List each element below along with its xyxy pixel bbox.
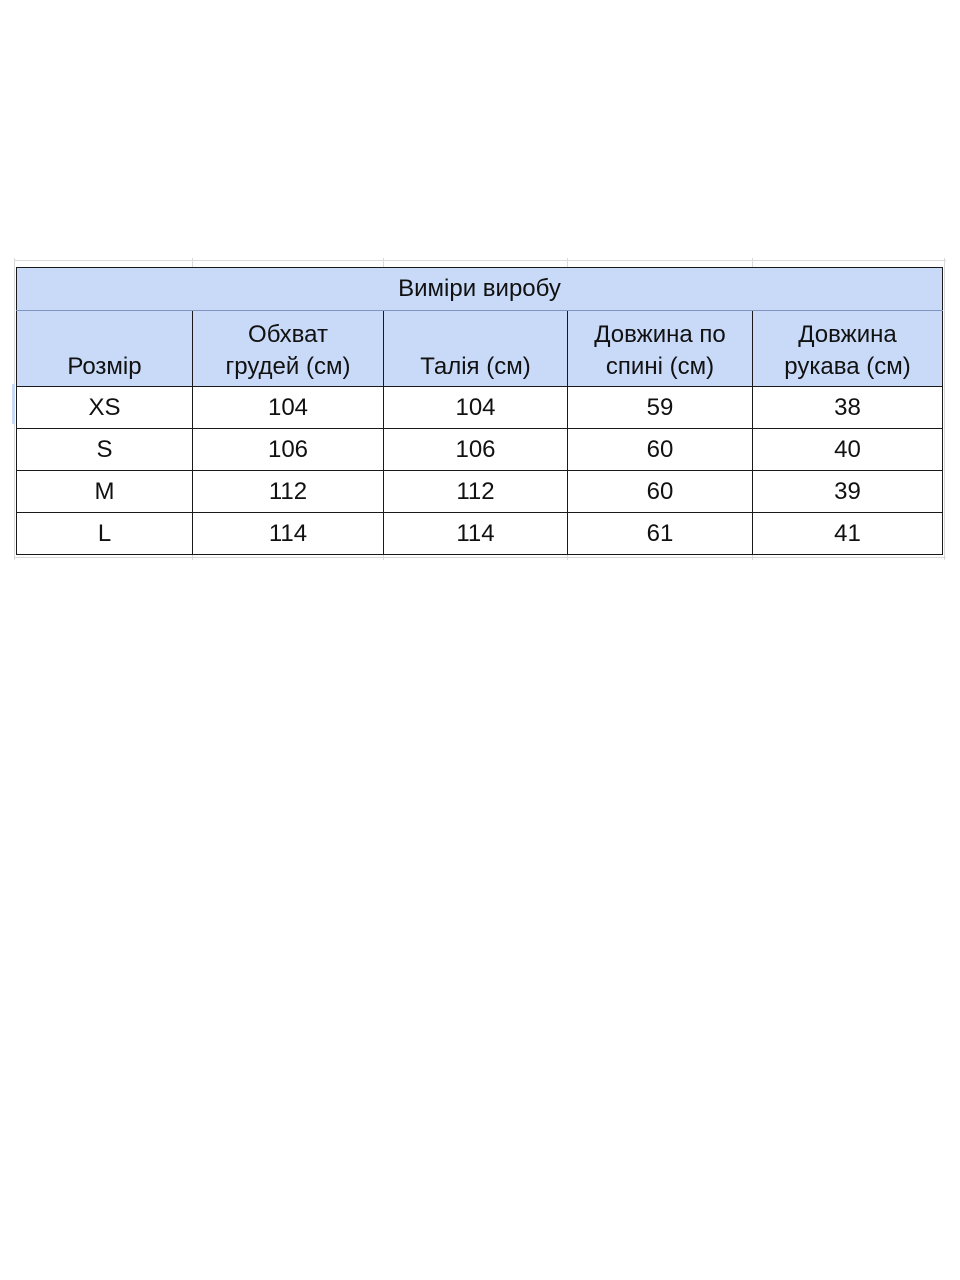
cell-chest[interactable]: 112	[193, 471, 384, 513]
cell-waist[interactable]: 104	[384, 387, 568, 429]
size-chart-table	[16, 267, 943, 555]
table-row	[17, 387, 943, 429]
cell-chest[interactable]: 114	[193, 513, 384, 555]
table-row	[17, 471, 943, 513]
table-row	[17, 429, 943, 471]
header-sleeve-length[interactable]	[753, 311, 943, 387]
header-sleeve-length-label: Довжина рукава (см)	[784, 321, 911, 380]
cell-chest[interactable]: 106	[193, 429, 384, 471]
cell-chest[interactable]: 104	[193, 387, 384, 429]
header-back-length[interactable]	[568, 311, 753, 387]
row-selection-marker	[12, 384, 15, 424]
cell-size[interactable]: S	[17, 429, 193, 471]
table-title[interactable]: Виміри виробу	[17, 268, 943, 311]
table-header-row	[17, 311, 943, 387]
cell-sleeve-length[interactable]: 38	[753, 387, 943, 429]
cell-back-length[interactable]: 60	[568, 471, 753, 513]
table-row	[17, 513, 943, 555]
cell-waist[interactable]: 114	[384, 513, 568, 555]
header-waist[interactable]	[384, 311, 568, 387]
cell-back-length[interactable]: 59	[568, 387, 753, 429]
cell-size[interactable]: M	[17, 471, 193, 513]
table-title-row	[17, 268, 943, 311]
header-chest-label: Обхват грудей (см)	[225, 321, 351, 380]
cell-waist[interactable]: 112	[384, 471, 568, 513]
cell-back-length[interactable]: 60	[568, 429, 753, 471]
cell-size[interactable]: L	[17, 513, 193, 555]
header-chest[interactable]	[193, 311, 384, 387]
cell-size[interactable]: XS	[17, 387, 193, 429]
cell-waist[interactable]: 106	[384, 429, 568, 471]
header-back-length-label: Довжина по спині (см)	[594, 321, 726, 380]
header-size-label: Розмір	[67, 353, 142, 380]
cell-sleeve-length[interactable]: 41	[753, 513, 943, 555]
header-size[interactable]	[17, 311, 193, 387]
cell-sleeve-length[interactable]: 39	[753, 471, 943, 513]
cell-back-length[interactable]: 61	[568, 513, 753, 555]
header-waist-label: Талія (см)	[420, 353, 531, 380]
cell-sleeve-length[interactable]: 40	[753, 429, 943, 471]
